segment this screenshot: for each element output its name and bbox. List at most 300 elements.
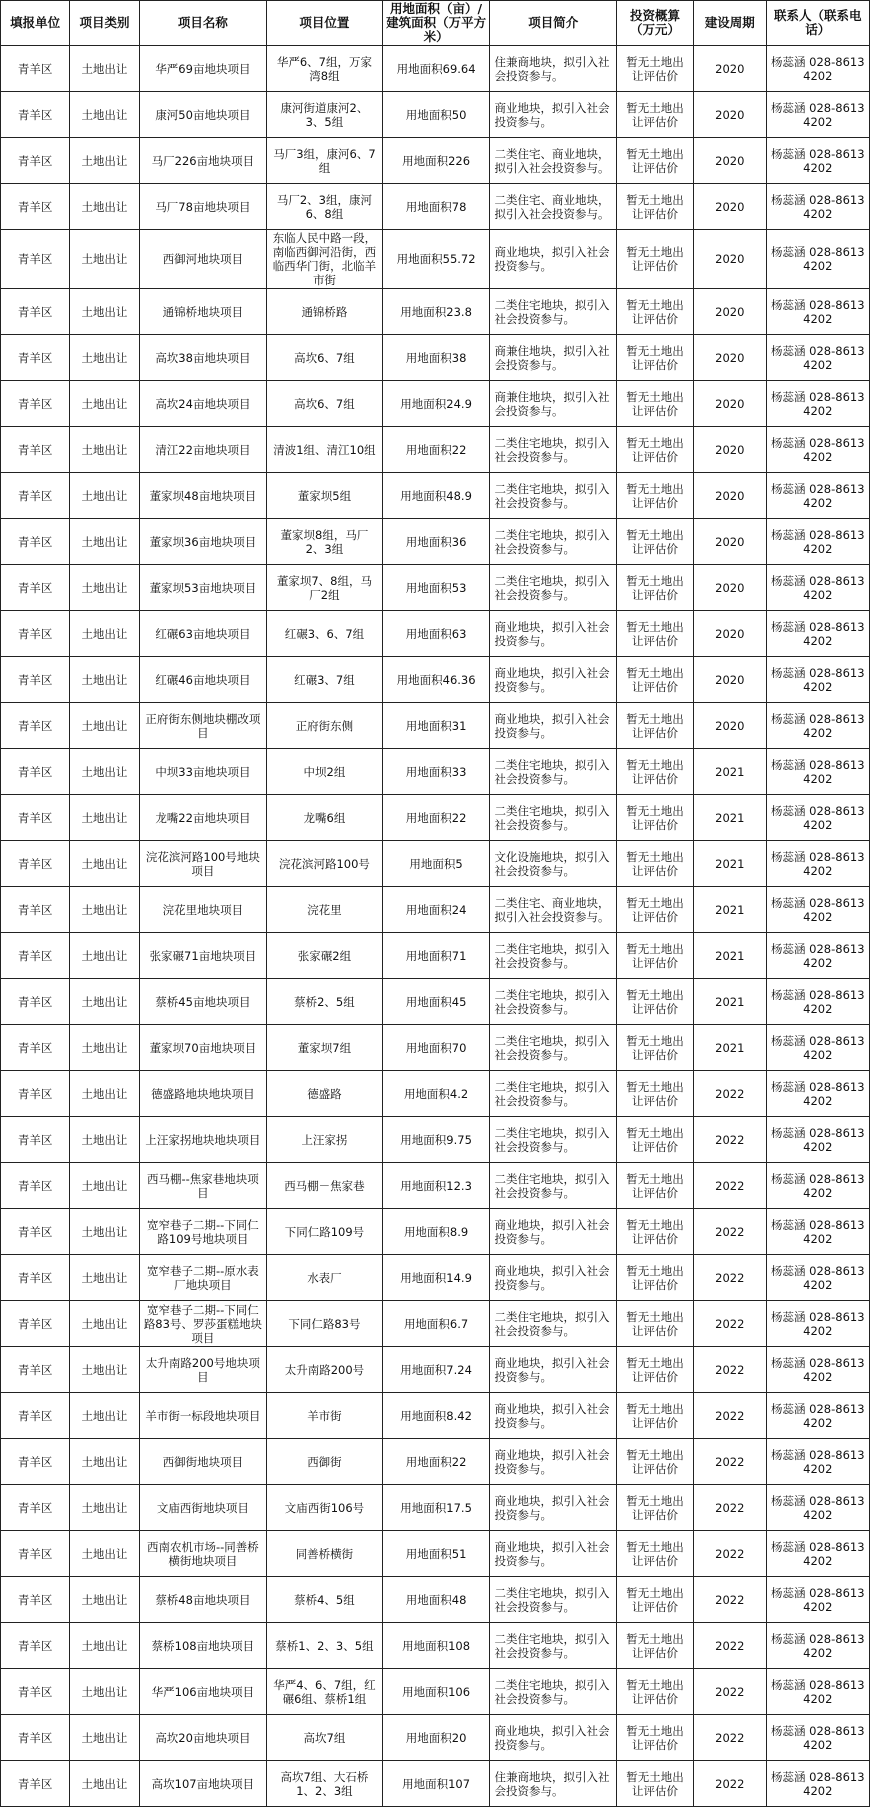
cell-project-location: 蔡桥4、5组 [267, 1577, 383, 1623]
table-row [1, 138, 870, 184]
table-row [1, 1071, 870, 1117]
cell-investment-estimate: 暂无土地出让评估价 [616, 519, 693, 565]
cell-project-summary: 商业地块，拟引入社会投资参与。 [490, 611, 617, 657]
cell-project-category: 土地出让 [70, 1255, 139, 1301]
cell-investment-estimate: 暂无土地出让评估价 [616, 92, 693, 138]
cell-project-summary: 商兼住地块，拟引入社会投资参与。 [490, 381, 617, 427]
cell-project-name: 浣花滨河路100号地块项目 [139, 841, 267, 887]
cell-reporting-unit: 青羊区 [1, 1255, 70, 1301]
cell-investment-estimate: 暂无土地出让评估价 [616, 611, 693, 657]
table-row [1, 230, 870, 289]
cell-investment-estimate: 暂无土地出让评估价 [616, 703, 693, 749]
cell-project-name: 华严69亩地块项目 [139, 46, 267, 92]
cell-investment-estimate: 暂无土地出让评估价 [616, 1117, 693, 1163]
cell-investment-estimate: 暂无土地出让评估价 [616, 381, 693, 427]
cell-area: 用地面积50 [382, 92, 490, 138]
cell-project-summary: 二类住宅地块，拟引入社会投资参与。 [490, 1301, 617, 1347]
table-body [1, 46, 870, 1807]
cell-area: 用地面积12.3 [382, 1163, 490, 1209]
cell-project-location: 董家坝8组，马厂2、3组 [267, 519, 383, 565]
cell-investment-estimate: 暂无土地出让评估价 [616, 1761, 693, 1807]
cell-construction-period: 2022 [693, 1209, 766, 1255]
cell-project-category: 土地出让 [70, 703, 139, 749]
cell-investment-estimate: 暂无土地出让评估价 [616, 230, 693, 289]
header-project-location: 项目位置 [267, 1, 383, 46]
cell-area: 用地面积51 [382, 1531, 490, 1577]
cell-area: 用地面积70 [382, 1025, 490, 1071]
cell-contact: 杨蕊涵 028-86134202 [766, 841, 869, 887]
cell-area: 用地面积69.64 [382, 46, 490, 92]
cell-contact: 杨蕊涵 028-86134202 [766, 1761, 869, 1807]
cell-project-summary: 商业地块，拟引入社会投资参与。 [490, 92, 617, 138]
cell-construction-period: 2021 [693, 795, 766, 841]
cell-contact: 杨蕊涵 028-86134202 [766, 749, 869, 795]
cell-reporting-unit: 青羊区 [1, 795, 70, 841]
cell-project-summary: 商业地块，拟引入社会投资参与。 [490, 703, 617, 749]
table-row [1, 381, 870, 427]
cell-contact: 杨蕊涵 028-86134202 [766, 611, 869, 657]
table-row [1, 703, 870, 749]
cell-project-summary: 商业地块，拟引入社会投资参与。 [490, 657, 617, 703]
cell-project-location: 正府街东侧 [267, 703, 383, 749]
table-row [1, 933, 870, 979]
cell-reporting-unit: 青羊区 [1, 1761, 70, 1807]
cell-area: 用地面积63 [382, 611, 490, 657]
cell-contact: 杨蕊涵 028-86134202 [766, 1347, 869, 1393]
cell-construction-period: 2022 [693, 1255, 766, 1301]
cell-investment-estimate: 暂无土地出让评估价 [616, 1301, 693, 1347]
cell-contact: 杨蕊涵 028-86134202 [766, 427, 869, 473]
cell-contact: 杨蕊涵 028-86134202 [766, 887, 869, 933]
cell-reporting-unit: 青羊区 [1, 1301, 70, 1347]
cell-construction-period: 2022 [693, 1531, 766, 1577]
cell-reporting-unit: 青羊区 [1, 473, 70, 519]
cell-project-category: 土地出让 [70, 1439, 139, 1485]
cell-project-name: 太升南路200号地块项目 [139, 1347, 267, 1393]
table-row [1, 427, 870, 473]
cell-project-category: 土地出让 [70, 1071, 139, 1117]
cell-project-category: 土地出让 [70, 1301, 139, 1347]
cell-investment-estimate: 暂无土地出让评估价 [616, 1347, 693, 1393]
cell-project-category: 土地出让 [70, 1761, 139, 1807]
cell-reporting-unit: 青羊区 [1, 1531, 70, 1577]
cell-project-summary: 二类住宅地块，拟引入社会投资参与。 [490, 933, 617, 979]
cell-area: 用地面积78 [382, 184, 490, 230]
cell-project-category: 土地出让 [70, 230, 139, 289]
cell-investment-estimate: 暂无土地出让评估价 [616, 138, 693, 184]
cell-project-summary: 商业地块，拟引入社会投资参与。 [490, 1255, 617, 1301]
cell-project-category: 土地出让 [70, 138, 139, 184]
cell-area: 用地面积22 [382, 795, 490, 841]
cell-area: 用地面积106 [382, 1669, 490, 1715]
cell-construction-period: 2020 [693, 473, 766, 519]
cell-reporting-unit: 青羊区 [1, 749, 70, 795]
cell-area: 用地面积7.24 [382, 1347, 490, 1393]
table-row [1, 1761, 870, 1807]
cell-project-category: 土地出让 [70, 749, 139, 795]
header-investment-estimate: 投资概算（万元） [616, 1, 693, 46]
table-row [1, 795, 870, 841]
cell-area: 用地面积14.9 [382, 1255, 490, 1301]
cell-area: 用地面积46.36 [382, 657, 490, 703]
cell-project-category: 土地出让 [70, 1623, 139, 1669]
cell-project-name: 德盛路地块地块项目 [139, 1071, 267, 1117]
cell-construction-period: 2022 [693, 1669, 766, 1715]
table-row [1, 565, 870, 611]
cell-project-summary: 二类住宅地块，拟引入社会投资参与。 [490, 473, 617, 519]
cell-project-location: 高坎7组、大石桥1、2、3组 [267, 1761, 383, 1807]
cell-contact: 杨蕊涵 028-86134202 [766, 138, 869, 184]
cell-reporting-unit: 青羊区 [1, 1577, 70, 1623]
header-project-summary: 项目简介 [490, 1, 617, 46]
cell-project-name: 通锦桥地块项目 [139, 289, 267, 335]
cell-project-location: 马厂3组，康河6、7组 [267, 138, 383, 184]
cell-contact: 杨蕊涵 028-86134202 [766, 92, 869, 138]
cell-project-location: 蔡桥1、2、3、5组 [267, 1623, 383, 1669]
cell-construction-period: 2022 [693, 1439, 766, 1485]
cell-project-summary: 商业地块，拟引入社会投资参与。 [490, 1439, 617, 1485]
header-contact: 联系人（联系电话） [766, 1, 869, 46]
cell-construction-period: 2020 [693, 46, 766, 92]
cell-project-category: 土地出让 [70, 381, 139, 427]
cell-investment-estimate: 暂无土地出让评估价 [616, 657, 693, 703]
cell-reporting-unit: 青羊区 [1, 979, 70, 1025]
cell-contact: 杨蕊涵 028-86134202 [766, 1669, 869, 1715]
table-row [1, 887, 870, 933]
cell-investment-estimate: 暂无土地出让评估价 [616, 1485, 693, 1531]
cell-project-name: 蔡桥48亩地块项目 [139, 1577, 267, 1623]
cell-construction-period: 2020 [693, 657, 766, 703]
cell-contact: 杨蕊涵 028-86134202 [766, 46, 869, 92]
cell-project-summary: 商业地块，拟引入社会投资参与。 [490, 1209, 617, 1255]
table-row [1, 1669, 870, 1715]
cell-project-category: 土地出让 [70, 1117, 139, 1163]
cell-project-summary: 二类住宅地块，拟引入社会投资参与。 [490, 565, 617, 611]
cell-area: 用地面积55.72 [382, 230, 490, 289]
header-area: 用地面积（亩）/建筑面积（万平方米） [382, 1, 490, 46]
cell-contact: 杨蕊涵 028-86134202 [766, 703, 869, 749]
table-row [1, 657, 870, 703]
cell-construction-period: 2020 [693, 565, 766, 611]
cell-area: 用地面积36 [382, 519, 490, 565]
cell-area: 用地面积53 [382, 565, 490, 611]
cell-reporting-unit: 青羊区 [1, 611, 70, 657]
cell-project-summary: 商业地块，拟引入社会投资参与。 [490, 1715, 617, 1761]
cell-contact: 杨蕊涵 028-86134202 [766, 1531, 869, 1577]
cell-project-location: 德盛路 [267, 1071, 383, 1117]
cell-project-name: 羊市街一标段地块项目 [139, 1393, 267, 1439]
cell-construction-period: 2022 [693, 1071, 766, 1117]
cell-project-location: 蔡桥2、5组 [267, 979, 383, 1025]
cell-area: 用地面积48 [382, 1577, 490, 1623]
header-project-category: 项目类别 [70, 1, 139, 46]
cell-investment-estimate: 暂无土地出让评估价 [616, 1669, 693, 1715]
table-row [1, 1623, 870, 1669]
cell-project-location: 下同仁路109号 [267, 1209, 383, 1255]
cell-project-name: 马厂226亩地块项目 [139, 138, 267, 184]
cell-project-location: 西御街 [267, 1439, 383, 1485]
cell-investment-estimate: 暂无土地出让评估价 [616, 1577, 693, 1623]
table-row [1, 749, 870, 795]
cell-investment-estimate: 暂无土地出让评估价 [616, 46, 693, 92]
cell-project-name: 董家坝48亩地块项目 [139, 473, 267, 519]
cell-project-location: 清波1组、清江10组 [267, 427, 383, 473]
cell-contact: 杨蕊涵 028-86134202 [766, 1209, 869, 1255]
cell-construction-period: 2020 [693, 381, 766, 427]
cell-project-name: 西御河地块项目 [139, 230, 267, 289]
cell-project-name: 高坎38亩地块项目 [139, 335, 267, 381]
cell-reporting-unit: 青羊区 [1, 1623, 70, 1669]
cell-project-category: 土地出让 [70, 887, 139, 933]
cell-reporting-unit: 青羊区 [1, 1117, 70, 1163]
cell-contact: 杨蕊涵 028-86134202 [766, 979, 869, 1025]
cell-project-location: 康河街道康河2、3、5组 [267, 92, 383, 138]
cell-investment-estimate: 暂无土地出让评估价 [616, 1439, 693, 1485]
cell-project-category: 土地出让 [70, 519, 139, 565]
cell-construction-period: 2021 [693, 979, 766, 1025]
cell-construction-period: 2020 [693, 92, 766, 138]
cell-project-category: 土地出让 [70, 1715, 139, 1761]
cell-project-location: 董家坝5组 [267, 473, 383, 519]
header-project-name: 项目名称 [139, 1, 267, 46]
cell-construction-period: 2022 [693, 1163, 766, 1209]
cell-project-summary: 二类住宅地块，拟引入社会投资参与。 [490, 1163, 617, 1209]
cell-contact: 杨蕊涵 028-86134202 [766, 1393, 869, 1439]
cell-project-location: 太升南路200号 [267, 1347, 383, 1393]
cell-project-name: 高坎20亩地块项目 [139, 1715, 267, 1761]
cell-area: 用地面积45 [382, 979, 490, 1025]
cell-area: 用地面积48.9 [382, 473, 490, 519]
cell-area: 用地面积24 [382, 887, 490, 933]
cell-project-category: 土地出让 [70, 657, 139, 703]
cell-project-summary: 二类住宅地块，拟引入社会投资参与。 [490, 1577, 617, 1623]
cell-reporting-unit: 青羊区 [1, 1669, 70, 1715]
cell-reporting-unit: 青羊区 [1, 933, 70, 979]
cell-project-category: 土地出让 [70, 795, 139, 841]
cell-project-name: 董家坝36亩地块项目 [139, 519, 267, 565]
cell-project-location: 红碾3、7组 [267, 657, 383, 703]
cell-area: 用地面积5 [382, 841, 490, 887]
cell-project-name: 华严106亩地块项目 [139, 1669, 267, 1715]
cell-project-location: 董家坝7、8组，马厂2组 [267, 565, 383, 611]
table-row [1, 1117, 870, 1163]
cell-construction-period: 2020 [693, 427, 766, 473]
cell-reporting-unit: 青羊区 [1, 1163, 70, 1209]
cell-project-name: 高坎24亩地块项目 [139, 381, 267, 427]
cell-project-location: 上汪家拐 [267, 1117, 383, 1163]
table-row [1, 92, 870, 138]
cell-construction-period: 2022 [693, 1577, 766, 1623]
cell-investment-estimate: 暂无土地出让评估价 [616, 1715, 693, 1761]
cell-project-summary: 二类住宅地块，拟引入社会投资参与。 [490, 1623, 617, 1669]
cell-project-location: 中坝2组 [267, 749, 383, 795]
header-construction-period: 建设周期 [693, 1, 766, 46]
cell-project-category: 土地出让 [70, 611, 139, 657]
table-row [1, 611, 870, 657]
table-row [1, 1255, 870, 1301]
table-row [1, 841, 870, 887]
cell-project-summary: 二类住宅地块，拟引入社会投资参与。 [490, 1025, 617, 1071]
cell-area: 用地面积31 [382, 703, 490, 749]
cell-contact: 杨蕊涵 028-86134202 [766, 519, 869, 565]
cell-reporting-unit: 青羊区 [1, 184, 70, 230]
header-reporting-unit: 填报单位 [1, 1, 70, 46]
cell-contact: 杨蕊涵 028-86134202 [766, 1025, 869, 1071]
cell-project-summary: 二类住宅、商业地块，拟引入社会投资参与。 [490, 887, 617, 933]
cell-investment-estimate: 暂无土地出让评估价 [616, 565, 693, 611]
cell-area: 用地面积9.75 [382, 1117, 490, 1163]
cell-reporting-unit: 青羊区 [1, 1071, 70, 1117]
cell-project-category: 土地出让 [70, 46, 139, 92]
table-row [1, 1439, 870, 1485]
cell-project-category: 土地出让 [70, 1485, 139, 1531]
cell-project-category: 土地出让 [70, 1577, 139, 1623]
cell-project-name: 高坎107亩地块项目 [139, 1761, 267, 1807]
cell-project-summary: 二类住宅地块，拟引入社会投资参与。 [490, 1117, 617, 1163]
cell-project-name: 西南农机市场--同善桥横街地块项目 [139, 1531, 267, 1577]
cell-project-category: 土地出让 [70, 335, 139, 381]
cell-project-category: 土地出让 [70, 841, 139, 887]
cell-project-summary: 商业地块，拟引入社会投资参与。 [490, 1485, 617, 1531]
cell-project-summary: 商兼住地块，拟引入社会投资参与。 [490, 335, 617, 381]
cell-project-category: 土地出让 [70, 1393, 139, 1439]
cell-project-category: 土地出让 [70, 184, 139, 230]
cell-reporting-unit: 青羊区 [1, 1347, 70, 1393]
cell-contact: 杨蕊涵 028-86134202 [766, 184, 869, 230]
cell-project-name: 马厂78亩地块项目 [139, 184, 267, 230]
cell-project-location: 同善桥横街 [267, 1531, 383, 1577]
cell-investment-estimate: 暂无土地出让评估价 [616, 1025, 693, 1071]
cell-reporting-unit: 青羊区 [1, 1209, 70, 1255]
cell-reporting-unit: 青羊区 [1, 138, 70, 184]
cell-area: 用地面积20 [382, 1715, 490, 1761]
cell-reporting-unit: 青羊区 [1, 841, 70, 887]
cell-construction-period: 2022 [693, 1301, 766, 1347]
cell-investment-estimate: 暂无土地出让评估价 [616, 979, 693, 1025]
cell-investment-estimate: 暂无土地出让评估价 [616, 749, 693, 795]
cell-project-location: 羊市街 [267, 1393, 383, 1439]
cell-contact: 杨蕊涵 028-86134202 [766, 795, 869, 841]
cell-contact: 杨蕊涵 028-86134202 [766, 1255, 869, 1301]
cell-construction-period: 2021 [693, 1025, 766, 1071]
cell-reporting-unit: 青羊区 [1, 289, 70, 335]
cell-project-name: 清江22亩地块项目 [139, 427, 267, 473]
cell-project-summary: 二类住宅地块，拟引入社会投资参与。 [490, 1669, 617, 1715]
cell-contact: 杨蕊涵 028-86134202 [766, 1301, 869, 1347]
cell-construction-period: 2022 [693, 1761, 766, 1807]
cell-investment-estimate: 暂无土地出让评估价 [616, 1531, 693, 1577]
table-header [1, 1, 870, 46]
cell-project-location: 浣花滨河路100号 [267, 841, 383, 887]
cell-area: 用地面积38 [382, 335, 490, 381]
cell-investment-estimate: 暂无土地出让评估价 [616, 473, 693, 519]
cell-area: 用地面积33 [382, 749, 490, 795]
cell-construction-period: 2022 [693, 1485, 766, 1531]
cell-project-location: 高坎7组 [267, 1715, 383, 1761]
cell-contact: 杨蕊涵 028-86134202 [766, 1623, 869, 1669]
cell-contact: 杨蕊涵 028-86134202 [766, 1117, 869, 1163]
cell-reporting-unit: 青羊区 [1, 519, 70, 565]
cell-contact: 杨蕊涵 028-86134202 [766, 1071, 869, 1117]
cell-project-name: 上汪家拐地块地块项目 [139, 1117, 267, 1163]
cell-reporting-unit: 青羊区 [1, 657, 70, 703]
cell-contact: 杨蕊涵 028-86134202 [766, 933, 869, 979]
cell-project-name: 红碾63亩地块项目 [139, 611, 267, 657]
cell-reporting-unit: 青羊区 [1, 1393, 70, 1439]
cell-project-location: 高坎6、7组 [267, 335, 383, 381]
cell-project-category: 土地出让 [70, 1163, 139, 1209]
cell-construction-period: 2021 [693, 749, 766, 795]
cell-area: 用地面积24.9 [382, 381, 490, 427]
cell-construction-period: 2021 [693, 933, 766, 979]
cell-project-category: 土地出让 [70, 289, 139, 335]
cell-project-name: 康河50亩地块项目 [139, 92, 267, 138]
cell-reporting-unit: 青羊区 [1, 381, 70, 427]
cell-reporting-unit: 青羊区 [1, 1025, 70, 1071]
cell-project-location: 红碾3、6、7组 [267, 611, 383, 657]
table-row [1, 184, 870, 230]
cell-project-location: 下同仁路83号 [267, 1301, 383, 1347]
cell-area: 用地面积22 [382, 1439, 490, 1485]
cell-project-category: 土地出让 [70, 933, 139, 979]
table-row [1, 1485, 870, 1531]
cell-reporting-unit: 青羊区 [1, 1715, 70, 1761]
cell-construction-period: 2022 [693, 1347, 766, 1393]
cell-investment-estimate: 暂无土地出让评估价 [616, 933, 693, 979]
cell-construction-period: 2020 [693, 289, 766, 335]
cell-project-summary: 商业地块，拟引入社会投资参与。 [490, 230, 617, 289]
cell-construction-period: 2020 [693, 138, 766, 184]
cell-project-category: 土地出让 [70, 979, 139, 1025]
cell-investment-estimate: 暂无土地出让评估价 [616, 289, 693, 335]
table-row [1, 1025, 870, 1071]
cell-investment-estimate: 暂无土地出让评估价 [616, 1255, 693, 1301]
cell-project-name: 龙嘴22亩地块项目 [139, 795, 267, 841]
cell-project-name: 正府街东侧地块棚改项目 [139, 703, 267, 749]
cell-project-summary: 二类住宅、商业地块，拟引入社会投资参与。 [490, 138, 617, 184]
cell-reporting-unit: 青羊区 [1, 230, 70, 289]
cell-contact: 杨蕊涵 028-86134202 [766, 230, 869, 289]
cell-project-name: 张家碾71亩地块项目 [139, 933, 267, 979]
cell-reporting-unit: 青羊区 [1, 1439, 70, 1485]
cell-area: 用地面积22 [382, 427, 490, 473]
cell-investment-estimate: 暂无土地出让评估价 [616, 184, 693, 230]
cell-contact: 杨蕊涵 028-86134202 [766, 335, 869, 381]
cell-construction-period: 2020 [693, 230, 766, 289]
cell-contact: 杨蕊涵 028-86134202 [766, 657, 869, 703]
cell-contact: 杨蕊涵 028-86134202 [766, 1163, 869, 1209]
cell-project-category: 土地出让 [70, 1669, 139, 1715]
cell-construction-period: 2021 [693, 887, 766, 933]
cell-project-category: 土地出让 [70, 1209, 139, 1255]
cell-project-name: 蔡桥108亩地块项目 [139, 1623, 267, 1669]
cell-project-name: 浣花里地块项目 [139, 887, 267, 933]
cell-project-summary: 二类住宅、商业地块，拟引入社会投资参与。 [490, 184, 617, 230]
cell-investment-estimate: 暂无土地出让评估价 [616, 887, 693, 933]
cell-investment-estimate: 暂无土地出让评估价 [616, 427, 693, 473]
cell-project-summary: 住兼商地块，拟引入社会投资参与。 [490, 1761, 617, 1807]
cell-construction-period: 2020 [693, 703, 766, 749]
cell-reporting-unit: 青羊区 [1, 887, 70, 933]
cell-project-name: 董家坝70亩地块项目 [139, 1025, 267, 1071]
cell-project-location: 华严4、6、7组，红碾6组、蔡桥1组 [267, 1669, 383, 1715]
cell-area: 用地面积108 [382, 1623, 490, 1669]
cell-project-summary: 二类住宅地块，拟引入社会投资参与。 [490, 1071, 617, 1117]
cell-project-category: 土地出让 [70, 565, 139, 611]
cell-reporting-unit: 青羊区 [1, 565, 70, 611]
table-row [1, 335, 870, 381]
cell-project-name: 蔡桥45亩地块项目 [139, 979, 267, 1025]
